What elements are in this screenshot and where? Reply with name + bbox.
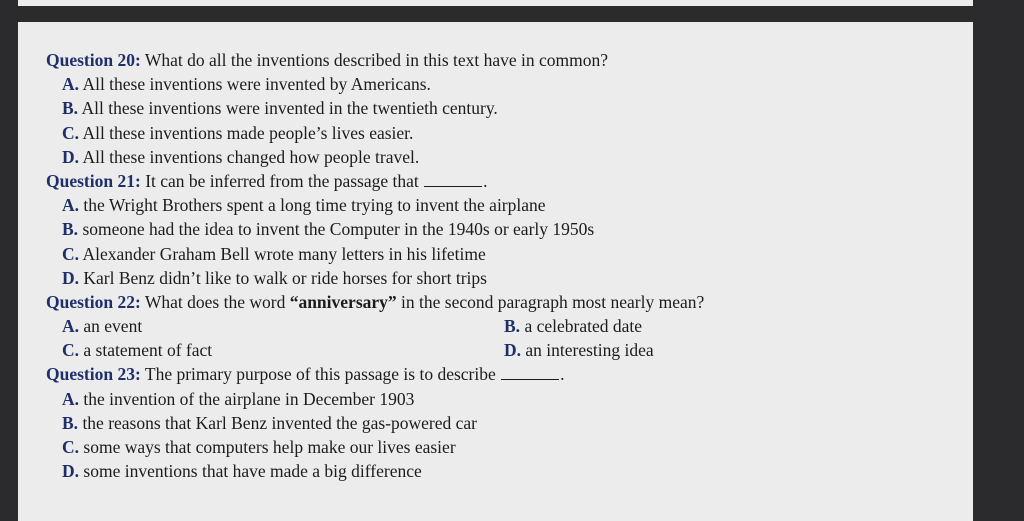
option-text: a statement of fact (83, 340, 213, 361)
question-punctuation: . (483, 170, 488, 191)
question-text: What do all the inventions described in this text have in common? (144, 50, 609, 70)
option-letter: D. (62, 267, 80, 288)
option-23-c (46, 435, 946, 459)
question-keyword: “anniversary” (289, 291, 397, 312)
option-21-d (46, 266, 946, 290)
option-23-d (46, 459, 946, 483)
option-text: someone had the idea to invent the Computer in the 1940s or early 1950s (82, 219, 595, 240)
question-label: Question 23: (46, 364, 141, 385)
top-bar-strip (18, 0, 973, 6)
option-letter: A. (62, 195, 80, 216)
question-text: What does the word (144, 291, 286, 312)
question-text-end: in the second paragraph most nearly mean? (401, 291, 705, 312)
option-21-b (46, 217, 946, 241)
option-letter: A. (62, 388, 80, 409)
option-22-a (46, 314, 504, 338)
option-23-b (46, 411, 946, 435)
option-text: the reasons that Karl Benz invented the gas-powered car (82, 412, 477, 433)
option-text: Karl Benz didn’t like to walk or ride horses for short trips (83, 267, 487, 288)
answer-blank (424, 172, 482, 187)
question-23 (46, 362, 946, 386)
top-bar (0, 0, 1024, 22)
option-letter: B. (62, 219, 79, 240)
question-punctuation: . (560, 364, 565, 385)
option-letter: C. (62, 340, 80, 361)
option-text: the invention of the airplane in December 1903 (83, 388, 415, 409)
question-21 (46, 169, 946, 193)
option-letter: B. (62, 412, 79, 433)
option-letter: A. (62, 316, 80, 337)
option-text: a celebrated date (524, 316, 642, 337)
question-label: Question 21: (46, 170, 141, 191)
question-22 (46, 290, 946, 314)
option-letter: C. (62, 243, 80, 264)
option-text: All these inventions were invented by Americans. (82, 74, 431, 95)
option-letter: D. (504, 340, 522, 361)
options-22-row-2 (46, 338, 946, 362)
question-20 (46, 48, 946, 72)
option-20-c (46, 121, 946, 145)
option-text: All these inventions were invented in the twentieth century. (81, 98, 498, 119)
document-content (46, 48, 946, 483)
options-22-row-1 (46, 314, 946, 338)
option-23-a (46, 387, 946, 411)
question-text: It can be inferred from the passage that (145, 170, 419, 191)
option-21-c (46, 242, 946, 266)
option-text: some ways that computers help make our lives easier (83, 437, 456, 457)
option-20-d (46, 145, 946, 169)
option-letter: D. (62, 146, 80, 167)
option-letter: C. (62, 437, 80, 457)
option-letter: A. (62, 74, 80, 95)
option-20-b (46, 96, 946, 120)
option-21-a (46, 193, 946, 217)
option-letter: B. (504, 316, 521, 337)
answer-blank (501, 365, 559, 380)
option-letter: B. (62, 98, 79, 119)
question-label: Question 22: (46, 291, 141, 312)
right-border (973, 0, 1024, 521)
option-22-b (504, 314, 642, 338)
option-text: All these inventions made people’s lives easier. (82, 122, 414, 143)
option-text: an event (83, 316, 143, 337)
option-letter: D. (62, 461, 80, 482)
option-text: some inventions that have made a big difference (83, 461, 422, 482)
option-20-a (46, 72, 946, 96)
option-text: Alexander Graham Bell wrote many letters in his lifetime (82, 243, 486, 264)
option-letter: C. (62, 122, 80, 143)
question-text: The primary purpose of this passage is to describe (144, 364, 496, 385)
option-text: an interesting idea (525, 340, 654, 361)
option-text: the Wright Brothers spent a long time trying to invent the airplane (83, 195, 546, 216)
question-label: Question 20: (46, 50, 141, 70)
option-22-d (504, 338, 654, 362)
option-text: All these inventions changed how people travel. (82, 146, 420, 167)
option-22-c (46, 338, 504, 362)
